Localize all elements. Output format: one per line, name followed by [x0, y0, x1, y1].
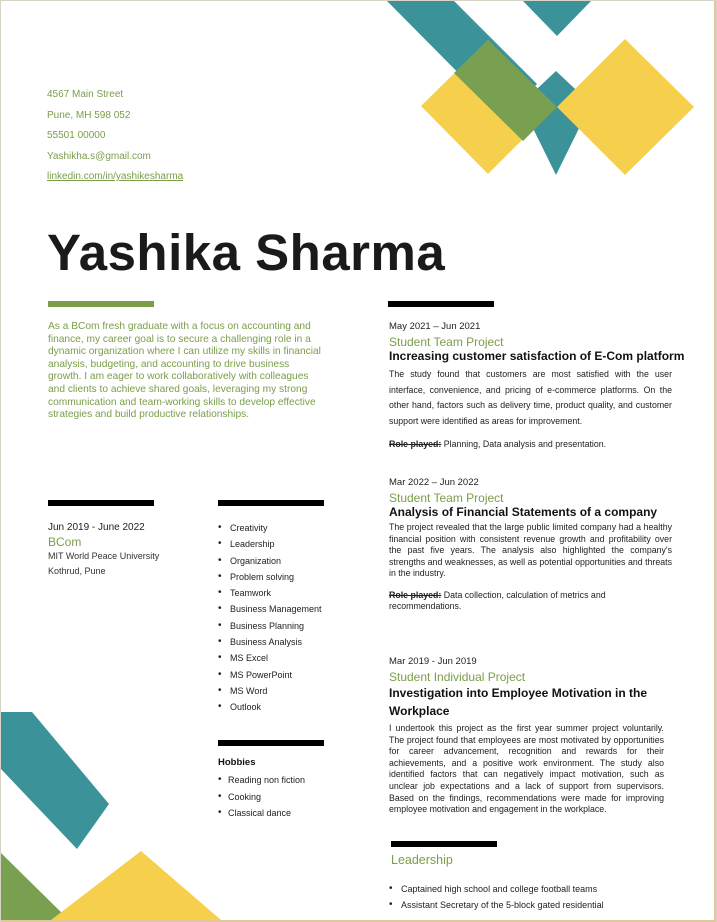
career-summary: As a BCom fresh graduate with a focus on accounting and finance, my career goal is to secure a challenging role in a dynamic organization where I can utilize my skills in financial analysis, budgeting, and accounting to drive business growth. I am eager to work collaboratively with colleagues and clients to achieve shared goals, leveraging my strong communication and team-working skills to develop effective strategies and build productive relationships. [48, 321, 321, 421]
deco-yellow-triangle-bottom [51, 851, 221, 920]
project-title: Investigation into Employee Motivation in the Workplace [389, 686, 648, 718]
project-2 [389, 477, 672, 613]
list-item: • Business Management [218, 601, 322, 617]
list-item: • MS Excel [218, 650, 322, 666]
list-item: • Outlook [218, 699, 322, 715]
project-role: Student Team Project [389, 335, 504, 349]
project-dates: Mar 2022 – Jun 2022 [389, 477, 479, 488]
leadership-list [389, 881, 604, 913]
project-1 [389, 321, 685, 449]
role-played-text: Planning, Data analysis and presentation. [441, 439, 607, 449]
contact-block [47, 85, 183, 188]
role-played-label: Role played: [389, 589, 442, 600]
project-role: Student Team Project [389, 491, 504, 505]
role-played-label: Role played: [389, 439, 442, 449]
education-location: Kothrud, Pune [48, 566, 106, 576]
education-degree: BCom [48, 535, 82, 549]
project-dates: May 2021 – Jun 2021 [389, 321, 481, 332]
project-role-played [389, 439, 672, 449]
deco-teal-band-bottom [1, 712, 109, 849]
list-item: • Assistant Secretary of the 5-block gated residential [389, 897, 604, 913]
project-role: Student Individual Project [389, 670, 526, 684]
contact-linkedin-link[interactable]: linkedin.com/in/yashikesharma [47, 171, 184, 182]
contact-street: 4567 Main Street [47, 89, 124, 100]
skills-divider [218, 500, 324, 506]
list-item: • Creativity [218, 520, 322, 536]
list-item: • Captained high school and college football teams [389, 881, 604, 897]
list-item: • Leadership [218, 536, 322, 552]
project-title: Analysis of Financial Statements of a company [389, 505, 658, 519]
list-item: • Business Planning [218, 618, 322, 634]
project-description: The study found that customers are most satisfied with the user interface, convenience, and pricing of e-commerce platforms. On the other hand, factors such as delivery time, product quality, and customer support were identified as areas for improvement. [389, 369, 672, 426]
list-item: • Business Analysis [218, 634, 322, 650]
resume-page [1, 1, 716, 922]
contact-phone: 55501 00000 [47, 130, 106, 141]
person-name: Yashika Sharma [47, 224, 446, 281]
list-item: • Organization [218, 553, 322, 569]
list-item: • Classical dance [218, 805, 305, 822]
hobbies-divider [218, 740, 324, 746]
role-played-text: Data collection, calculation of metrics and recommendations. [389, 589, 606, 612]
deco-teal-top-right [523, 1, 591, 36]
leadership-heading: Leadership [391, 853, 453, 867]
list-item: • Teamwork [218, 585, 322, 601]
education-school: MIT World Peace University [48, 551, 160, 561]
skills-list [218, 520, 322, 716]
list-item: • MS PowerPoint [218, 667, 322, 683]
deco-yellow-diamond-right [557, 39, 694, 175]
contact-email[interactable]: Yashikha.s@gmail.com [47, 150, 151, 162]
project-title: Increasing customer satisfaction of E-Com platform [389, 349, 685, 363]
project-3 [389, 656, 664, 816]
deco-green-triangle [1, 853, 69, 920]
leadership-divider [391, 841, 497, 847]
summary-divider [48, 301, 154, 307]
project-description: The project revealed that the large public limited company had a healthy financial position with consistent revenue growth and profitability over the past five years. The analysis also highlighted the company's strengths and weaknesses, as well as potential opportunities and threats in the industry. [389, 522, 672, 579]
hobbies-heading: Hobbies [218, 757, 256, 768]
education-divider [48, 500, 154, 506]
list-item: • Reading non fiction [218, 772, 305, 789]
list-item: • Problem solving [218, 569, 322, 585]
contact-city: Pune, MH 598 052 [47, 109, 131, 121]
project-role-played [389, 590, 672, 613]
hobbies-list [218, 772, 305, 822]
education-dates: Jun 2019 - June 2022 [48, 522, 145, 533]
projects-divider [388, 301, 494, 307]
project-dates: Mar 2019 - Jun 2019 [389, 656, 477, 667]
education-section [48, 520, 159, 579]
list-item: • Cooking [218, 789, 305, 806]
project-description: I undertook this project as the first year summer project voluntarily. The project found that employees are most motivated by opportunities for career advancement, recognition and rewards for their achievements, and a positive work environment. The study also identified factors that can negatively impact motivation, such as unclear job expectations and a lack of support from supervisors. Based on the findings, recommendations were made for improving employee motivation and engagement in the workplace. [389, 723, 664, 815]
list-item: • MS Word [218, 683, 322, 699]
